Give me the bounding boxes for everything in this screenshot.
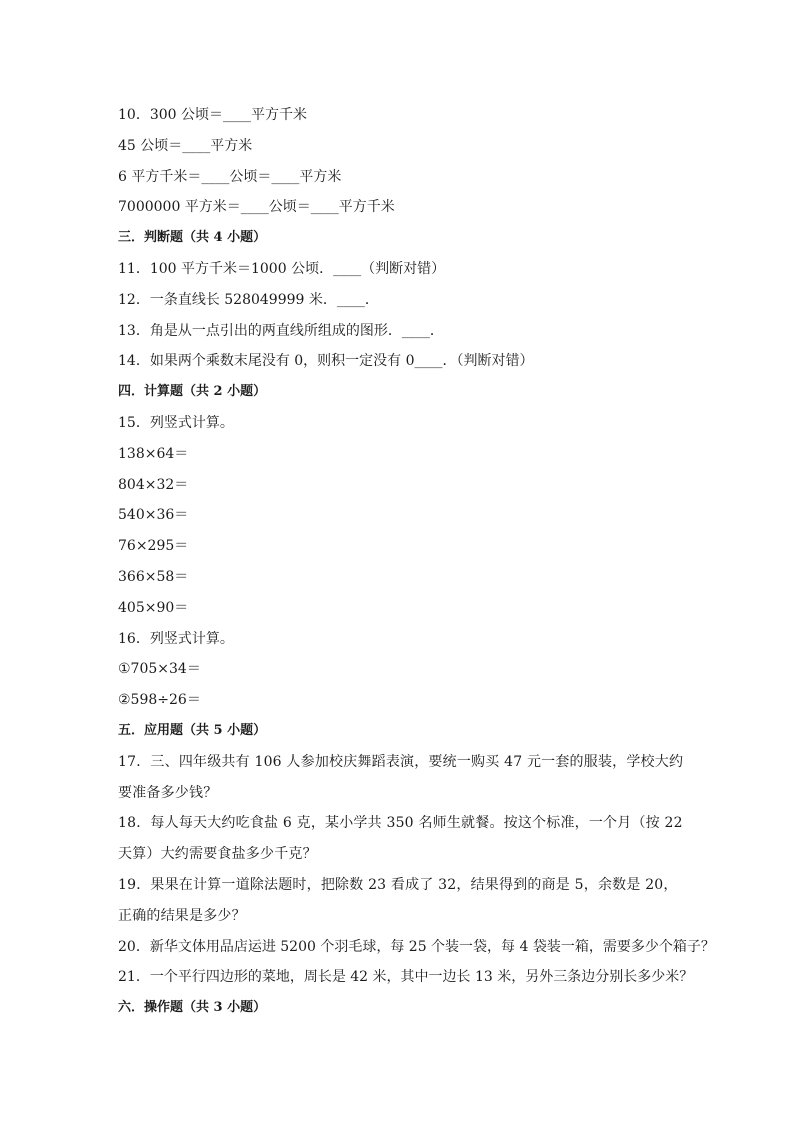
question-13: 13．角是从一点引出的两直线所组成的图形．____． (118, 322, 444, 339)
question-12: 12．一条直线长 528049999 米．____． (118, 291, 379, 308)
calc-item: 405×90＝ (118, 599, 189, 616)
section-heading-application: 五．应用题（共 5 小题） (118, 722, 267, 738)
calc-item: 366×58＝ (118, 568, 189, 585)
calc-item: 804×32＝ (118, 476, 189, 493)
question-10-line-3: 6 平方千米＝____公顷＝____平方米 (118, 168, 342, 185)
question-18: 18．每人每天大约吃食盐 6 克，某小学共 350 名师生就餐。按这个标准，一个月（按 22 天算）大约需要食盐多少千克？ (118, 815, 683, 863)
calc-item: ①705×34＝ (118, 661, 201, 678)
question-10-line-4: 7000000 平方米＝____公顷＝____平方千米 (118, 199, 395, 216)
question-15: 15．列竖式计算。 (118, 414, 234, 431)
calc-item: 138×64＝ (118, 445, 189, 462)
document-page (118, 100, 715, 1024)
calc-item: 76×295＝ (118, 538, 189, 555)
question-21: 21．一个平行四边形的菜地，周长是 42 米，其中一边长 13 米，另外三条边分别长多少米？ (118, 969, 694, 986)
question-17: 17．三、四年级共有 106 人参加校庆舞蹈表演，要统一购买 47 元一套的服装，学校大约要准备多少钱？ (118, 753, 684, 801)
calc-item: 540×36＝ (118, 507, 189, 524)
question-14: 14．如果两个乘数末尾没有 0，则积一定没有 0____．（判断对错） (118, 353, 534, 370)
section-heading-operation: 六．操作题（共 3 小题） (118, 1000, 267, 1016)
calc-item: ②598÷26＝ (118, 692, 201, 709)
question-10-line-1: 10．300 公顷＝____平方千米 (118, 107, 307, 123)
question-10-line-2: 45 公顷＝____平方米 (118, 137, 253, 154)
section-heading-calculation: 四．计算题（共 2 小题） (118, 384, 267, 400)
question-20: 20．新华文体用品店运进 5200 个羽毛球，每 25 个装一袋，每 4 袋装一箱，需要多少个箱子？ (118, 938, 715, 955)
question-19: 19．果果在计算一道除法题时，把除数 23 看成了 32，结果得到的商是 5，余数是 20，正确的结果是多少？ (118, 876, 678, 924)
section-heading-judgment: 三．判断题（共 4 小题） (118, 230, 267, 246)
question-11: 11．100 平方千米＝1000 公顷．____（判断对错） (118, 260, 446, 277)
question-16: 16．列竖式计算。 (118, 630, 234, 647)
